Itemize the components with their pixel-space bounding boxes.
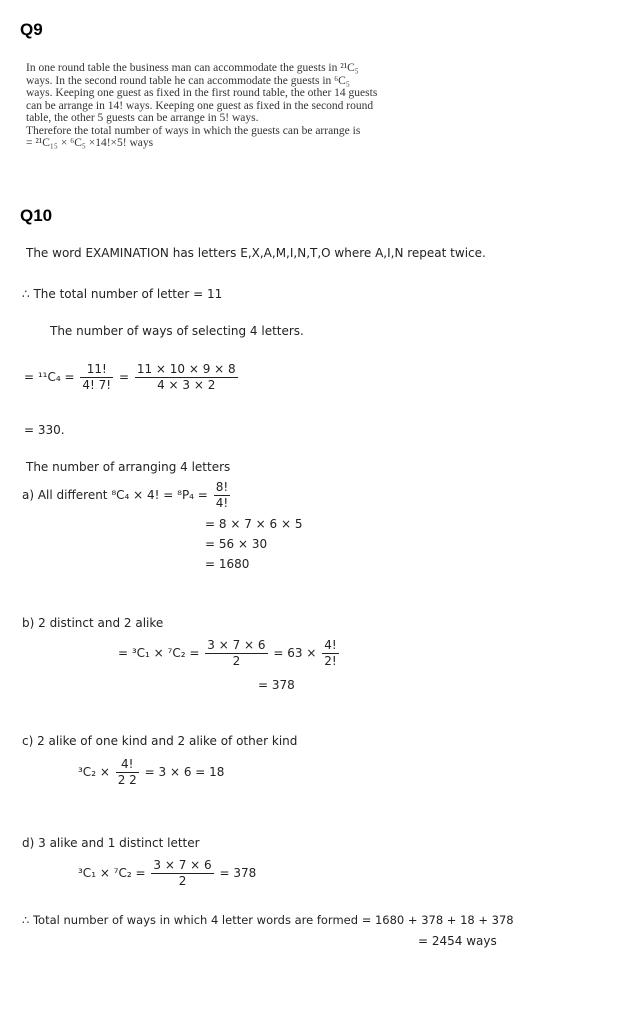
case-d-fraction-den: 2 <box>178 874 187 888</box>
case-b-lhs: = ³C₁ × ⁷C₂ = <box>118 646 200 660</box>
case-c-result: = 3 × 6 = 18 <box>144 765 225 779</box>
case-c-lhs: ³C₂ × <box>78 765 110 779</box>
q9-line-5: table, the other 5 guests can be arrange in 5! ways. <box>26 112 259 124</box>
q10-selection-equation <box>24 362 240 393</box>
case-c-fraction <box>116 757 139 788</box>
q9-heading: Q9 <box>20 20 43 39</box>
case-b-fraction-2-num: 4! <box>324 638 337 652</box>
case-a-label: a) All different ⁸C₄ × 4! = ⁸P₄ = <box>22 488 208 502</box>
selection-lhs: = ¹¹C₄ = <box>24 370 75 384</box>
case-b-fraction-1-den: 2 <box>232 654 241 668</box>
selection-equals: = <box>118 370 129 384</box>
case-d-equation <box>78 858 256 889</box>
case-a-equation <box>22 480 232 511</box>
q10-heading: Q10 <box>20 206 53 225</box>
q9-line-6: Therefore the total number of ways in which the guests can be arrange is <box>26 124 361 137</box>
case-a-fraction <box>214 480 230 511</box>
case-d-fraction <box>151 858 213 889</box>
case-d-fraction-num: 3 × 7 × 6 <box>153 858 212 872</box>
case-b-fraction-1 <box>205 638 267 669</box>
case-a-step-1: = 8 × 7 × 6 × 5 <box>205 517 303 531</box>
selection-fraction-1-den: 4! 7! <box>82 378 112 392</box>
case-a-fraction-den: 4! <box>215 496 229 510</box>
case-c-fraction-den: 2 2 <box>117 773 137 787</box>
selection-fraction-2-den: 4 × 3 × 2 <box>157 378 216 392</box>
q10-arranging-heading: The number of arranging 4 letters <box>26 460 231 474</box>
selection-fraction-1 <box>80 362 113 393</box>
q9-scanned-solution <box>26 62 377 150</box>
q10-intro: The word EXAMINATION has letters E,X,A,M,I,N,T,O where A,I,N repeat twice. <box>26 246 486 260</box>
case-a-fraction-num: 8! <box>215 480 229 494</box>
selection-fraction-1-num: 11! <box>80 362 113 378</box>
q10-selection-result: = 330. <box>24 423 65 437</box>
case-a-step-3: = 1680 <box>205 557 250 571</box>
case-c-label: c) 2 alike of one kind and 2 alike of other kind <box>22 734 298 748</box>
q10-total-result: = 2454 ways <box>418 934 497 948</box>
case-b-fraction-1-num: 3 × 7 × 6 <box>207 638 266 652</box>
q9-line-2: ways. In the second round table he can accommodate the guests in ⁶C₅ <box>26 74 350 87</box>
case-b-fraction-2 <box>322 638 338 669</box>
q10-selecting-heading: The number of ways of selecting 4 letters. <box>50 324 304 338</box>
case-b-label: b) 2 distinct and 2 alike <box>22 616 164 630</box>
q9-line-3: ways. Keeping one guest as fixed in the first round table, the other 14 guests <box>26 87 378 99</box>
case-a-step-2: = 56 × 30 <box>205 537 268 551</box>
q9-line-4: can be arrange in 14! ways. Keeping one guest as fixed in the second round <box>26 99 374 112</box>
case-d-result: = 378 <box>219 866 257 880</box>
selection-fraction-2-num: 11 × 10 × 9 × 8 <box>136 362 236 376</box>
q10-total-letters: ∴ The total number of letter = 11 <box>22 287 223 301</box>
case-d-label: d) 3 alike and 1 distinct letter <box>22 836 200 850</box>
q9-line-7: = ²¹C₁₅ × ⁶C₅ ×14!×5! ways <box>26 137 154 149</box>
case-d-lhs: ³C₁ × ⁷C₂ = <box>78 866 146 880</box>
q9-line-1: In one round table the business man can accommodate the guests in ²¹C₅ <box>26 62 359 74</box>
selection-fraction-2 <box>135 362 238 393</box>
case-c-fraction-num: 4! <box>116 757 139 773</box>
q10-total-line: ∴ Total number of ways in which 4 letter words are formed = 1680 + 378 + 18 + 378 <box>22 913 514 927</box>
case-b-result: = 378 <box>258 678 295 692</box>
case-b-fraction-2-den: 2! <box>324 654 337 668</box>
case-c-equation <box>78 757 224 788</box>
case-b-equation <box>118 638 341 669</box>
case-b-mid: = 63 × <box>273 646 317 660</box>
